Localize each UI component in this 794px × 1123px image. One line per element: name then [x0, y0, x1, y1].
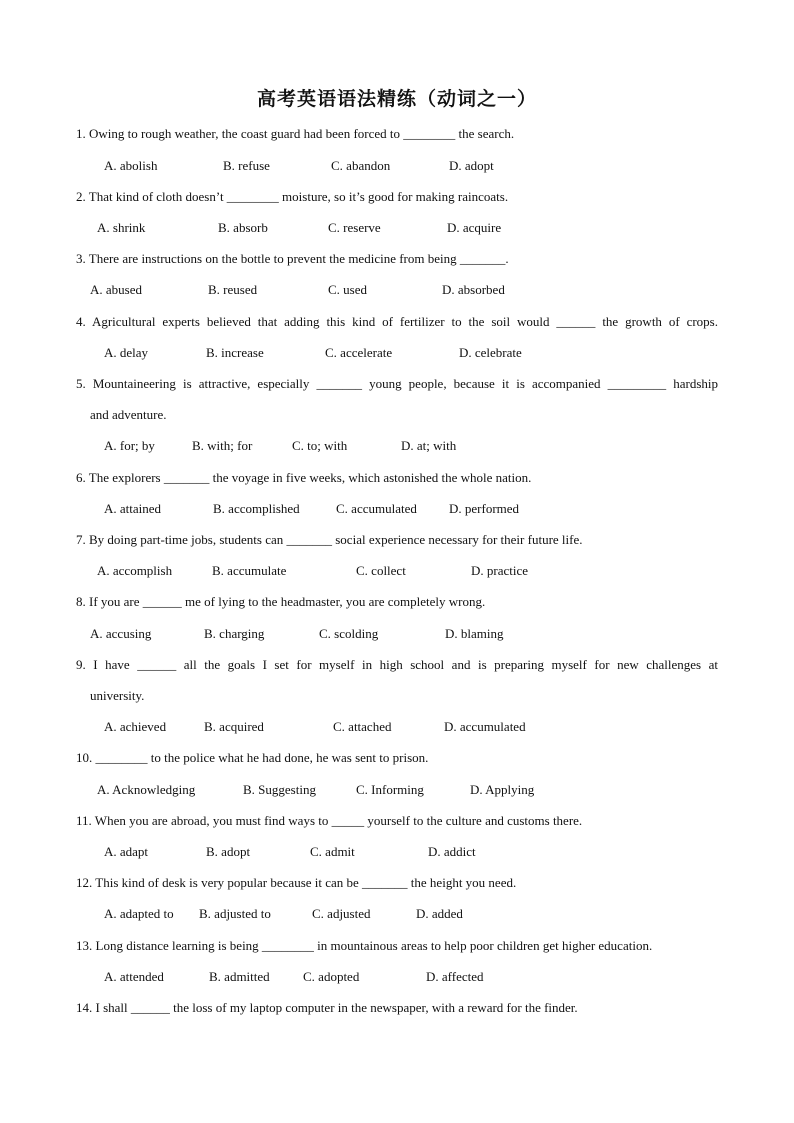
page-title: 高考英语语法精练（动词之一） [256, 88, 537, 110]
option-a: A. Acknowledging [97, 782, 196, 797]
option-a: A. adapt [104, 844, 149, 859]
option-c: C. reserve [328, 220, 381, 235]
option-b: B. adopt [206, 844, 251, 859]
option-c: C. Informing [356, 782, 424, 797]
question-text: Mountaineering is attractive, especially _______ young people, because it is accompanied _________ hardship [92, 376, 718, 391]
option-a: A. accomplish [97, 563, 173, 578]
question-number: 4. [76, 314, 86, 329]
question-13 [76, 938, 718, 954]
option-b: B. acquired [204, 719, 264, 734]
option-c: C. to; with [292, 438, 348, 453]
question-number: 14. [76, 1000, 93, 1015]
option-d: D. adopt [449, 158, 494, 173]
option-a: A. attended [104, 969, 164, 984]
question-12 [76, 875, 718, 891]
question-text: Owing to rough weather, the coast guard had been forced to ________ the search. [89, 126, 515, 141]
question-8 [76, 594, 718, 610]
option-c: C. accumulated [336, 501, 417, 516]
option-a: A. accusing [90, 626, 152, 641]
option-b: B. with; for [192, 438, 253, 453]
question-number: 2. [76, 189, 86, 204]
option-b: B. Suggesting [243, 782, 316, 797]
option-c: C. adopted [303, 969, 360, 984]
option-d: D. affected [426, 969, 484, 984]
option-a: A. adapted to [104, 906, 174, 921]
option-a: A. for; by [104, 438, 155, 453]
question-9-continuation: university. [90, 688, 145, 703]
question-text: If you are ______ me of lying to the headmaster, you are completely wrong. [89, 594, 486, 609]
question-number: 7. [76, 532, 86, 547]
option-c: C. accelerate [325, 345, 393, 360]
option-b: B. refuse [223, 158, 270, 173]
question-text: This kind of desk is very popular because it can be _______ the height you need. [95, 875, 517, 890]
option-b: B. admitted [209, 969, 270, 984]
option-a: A. abolish [104, 158, 158, 173]
question-number: 13. [76, 938, 93, 953]
option-c: C. admit [310, 844, 355, 859]
question-text: I shall ______ the loss of my laptop computer in the newspaper, with a reward for the finder. [95, 1000, 578, 1015]
question-number: 10. [76, 750, 93, 765]
option-d: D. absorbed [442, 282, 505, 297]
option-d: D. addict [428, 844, 476, 859]
option-a: A. delay [104, 345, 149, 360]
option-b: B. accomplished [213, 501, 300, 516]
question-number: 12. [76, 875, 93, 890]
option-d: D. accumulated [444, 719, 526, 734]
question-number: 8. [76, 594, 86, 609]
option-b: B. charging [204, 626, 265, 641]
question-7 [76, 532, 718, 548]
option-c: C. abandon [331, 158, 391, 173]
option-c: C. adjusted [312, 906, 371, 921]
option-d: D. Applying [470, 782, 535, 797]
question-9 [76, 657, 718, 673]
question-number: 3. [76, 251, 86, 266]
question-text: Agricultural experts believed that adding this kind of fertilizer to the soil would ______ the growth of crops. [91, 314, 718, 329]
option-b: B. reused [208, 282, 258, 297]
question-text: When you are abroad, you must find ways to _____ yourself to the culture and customs there. [94, 813, 583, 828]
question-5 [76, 376, 718, 392]
question-number: 5. [76, 376, 86, 391]
option-a: A. shrink [97, 220, 146, 235]
option-b: B. increase [206, 345, 264, 360]
option-b: B. accumulate [212, 563, 287, 578]
option-a: A. abused [90, 282, 142, 297]
question-3 [76, 251, 718, 267]
option-c: C. attached [333, 719, 392, 734]
question-number: 1. [76, 126, 86, 141]
option-d: D. practice [471, 563, 529, 578]
option-d: D. performed [449, 501, 520, 516]
question-text: The explorers _______ the voyage in five weeks, which astonished the whole nation. [88, 470, 532, 485]
option-d: D. added [416, 906, 463, 921]
option-d: D. acquire [447, 220, 502, 235]
question-2 [76, 189, 718, 205]
question-6 [76, 470, 718, 486]
option-d: D. celebrate [459, 345, 522, 360]
question-5-continuation: and adventure. [90, 407, 167, 422]
question-text: I have ______ all the goals I set for myself in high school and is preparing myself for new challenges at [93, 657, 719, 672]
option-d: D. at; with [401, 438, 457, 453]
question-4 [76, 314, 718, 330]
option-b: B. adjusted to [199, 906, 271, 921]
option-a: A. attained [104, 501, 162, 516]
question-1 [76, 126, 718, 142]
option-c: C. used [328, 282, 367, 297]
question-text: Long distance learning is being ________ in mountainous areas to help poor children get higher education. [95, 938, 653, 953]
question-text: By doing part-time jobs, students can _______ social experience necessary for their future life. [89, 532, 583, 547]
question-number: 11. [76, 813, 92, 828]
question-number: 9. [76, 657, 86, 672]
option-b: B. absorb [218, 220, 268, 235]
question-text: That kind of cloth doesn’t ________ moisture, so it’s good for making raincoats. [88, 189, 509, 204]
option-d: D. blaming [445, 626, 504, 641]
option-c: C. collect [356, 563, 406, 578]
question-14 [76, 1000, 718, 1016]
question-text: There are instructions on the bottle to prevent the medicine from being _______. [88, 251, 509, 266]
question-text: ________ to the police what he had done, he was sent to prison. [95, 750, 429, 765]
option-c: C. scolding [319, 626, 379, 641]
question-11 [76, 813, 718, 829]
question-number: 6. [76, 470, 86, 485]
option-a: A. achieved [104, 719, 167, 734]
question-10 [76, 750, 718, 766]
